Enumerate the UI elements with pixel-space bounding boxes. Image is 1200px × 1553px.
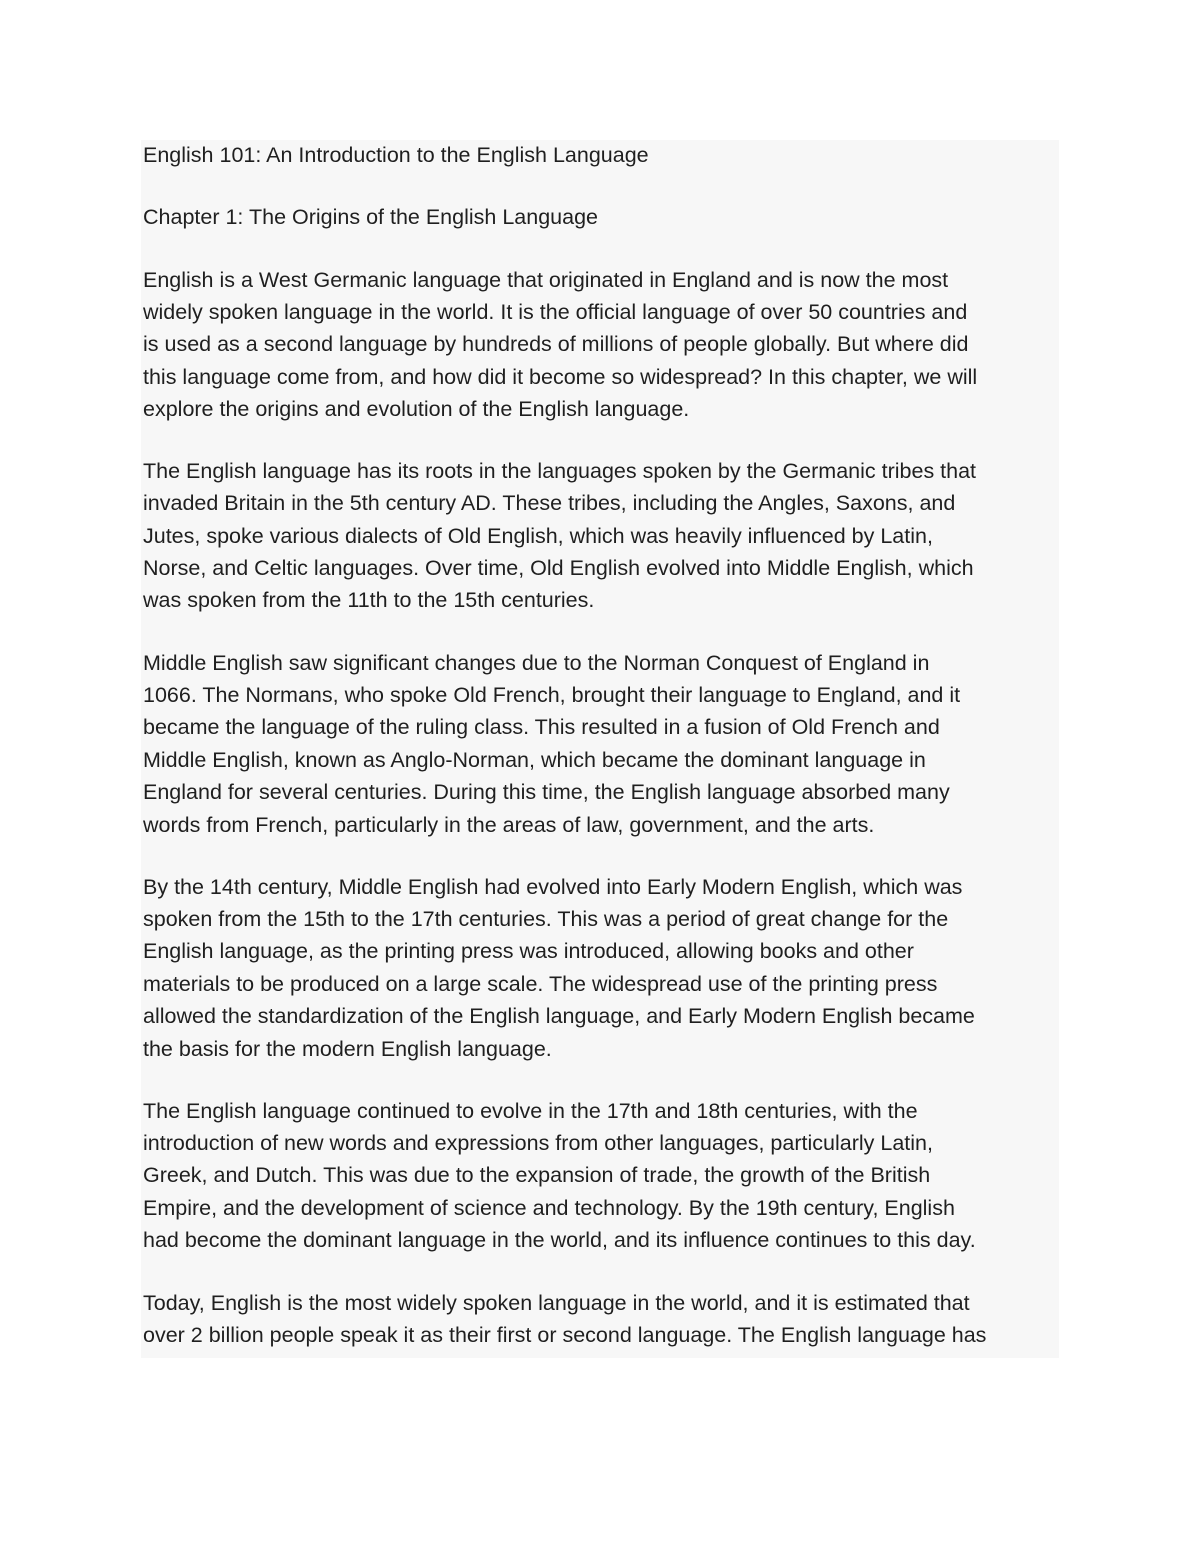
paragraph-line: became the language of the ruling class. This resulted in a fusion of Old French and bbox=[143, 715, 940, 739]
paragraph-line: England for several centuries. During this time, the English language absorbed many bbox=[143, 780, 950, 804]
paragraph-line: Greek, and Dutch. This was due to the expansion of trade, the growth of the British bbox=[143, 1163, 931, 1187]
paragraph-line: this language come from, and how did it become so widespread? In this chapter, we will bbox=[143, 365, 978, 389]
paragraph-line: The English language continued to evolve in the 17th and 18th centuries, with the bbox=[143, 1099, 918, 1123]
paragraph-line: Middle English saw significant changes due to the Norman Conquest of England in bbox=[143, 651, 930, 675]
paragraph-line: materials to be produced on a large scale. The widespread use of the printing press bbox=[143, 972, 938, 996]
paragraph-line: widely spoken language in the world. It is the official language of over 50 countries and bbox=[143, 300, 968, 324]
paragraph-line: the basis for the modern English language. bbox=[143, 1037, 552, 1061]
paragraph-line: spoken from the 15th to the 17th centuries. This was a period of great change for the bbox=[143, 907, 949, 931]
paragraph-line: allowed the standardization of the English language, and Early Modern English became bbox=[143, 1004, 975, 1028]
paragraph-line: invaded Britain in the 5th century AD. These tribes, including the Angles, Saxons, and bbox=[143, 491, 956, 515]
paragraph-line: Empire, and the development of science and technology. By the 19th century, English bbox=[143, 1196, 955, 1220]
paragraph-line: introduction of new words and expressions from other languages, particularly Latin, bbox=[143, 1131, 933, 1155]
paragraph-line: over 2 billion people speak it as their first or second language. The English language has bbox=[143, 1323, 987, 1347]
paragraph-line: 1066. The Normans, who spoke Old French, brought their language to England, and it bbox=[143, 683, 961, 707]
paragraph-line: was spoken from the 11th to the 15th centuries. bbox=[143, 588, 595, 612]
paragraph-line: English language, as the printing press was introduced, allowing books and other bbox=[143, 939, 914, 963]
paragraph-line: The English language has its roots in the languages spoken by the Germanic tribes that bbox=[143, 459, 977, 483]
paragraph-line: English is a West Germanic language that originated in England and is now the most bbox=[143, 268, 949, 292]
text-block bbox=[141, 140, 1059, 1358]
paragraph-line: Norse, and Celtic languages. Over time, Old English evolved into Middle English, which bbox=[143, 556, 974, 580]
paragraph-line: explore the origins and evolution of the English language. bbox=[143, 397, 690, 421]
paragraph-line: is used as a second language by hundreds of millions of people globally. But where did bbox=[143, 332, 969, 356]
document-title: English 101: An Introduction to the English Language bbox=[143, 143, 649, 167]
paragraph-line: Jutes, spoke various dialects of Old English, which was heavily influenced by Latin, bbox=[143, 524, 933, 548]
chapter-heading: Chapter 1: The Origins of the English Language bbox=[143, 205, 598, 229]
paragraph-line: Today, English is the most widely spoken language in the world, and it is estimated that bbox=[143, 1291, 970, 1315]
paragraph-line: Middle English, known as Anglo-Norman, which became the dominant language in bbox=[143, 748, 926, 772]
paragraph-line: words from French, particularly in the areas of law, government, and the arts. bbox=[143, 813, 875, 837]
paragraph-line: had become the dominant language in the world, and its influence continues to this day. bbox=[143, 1228, 976, 1252]
paragraph-line: By the 14th century, Middle English had evolved into Early Modern English, which was bbox=[143, 875, 963, 899]
